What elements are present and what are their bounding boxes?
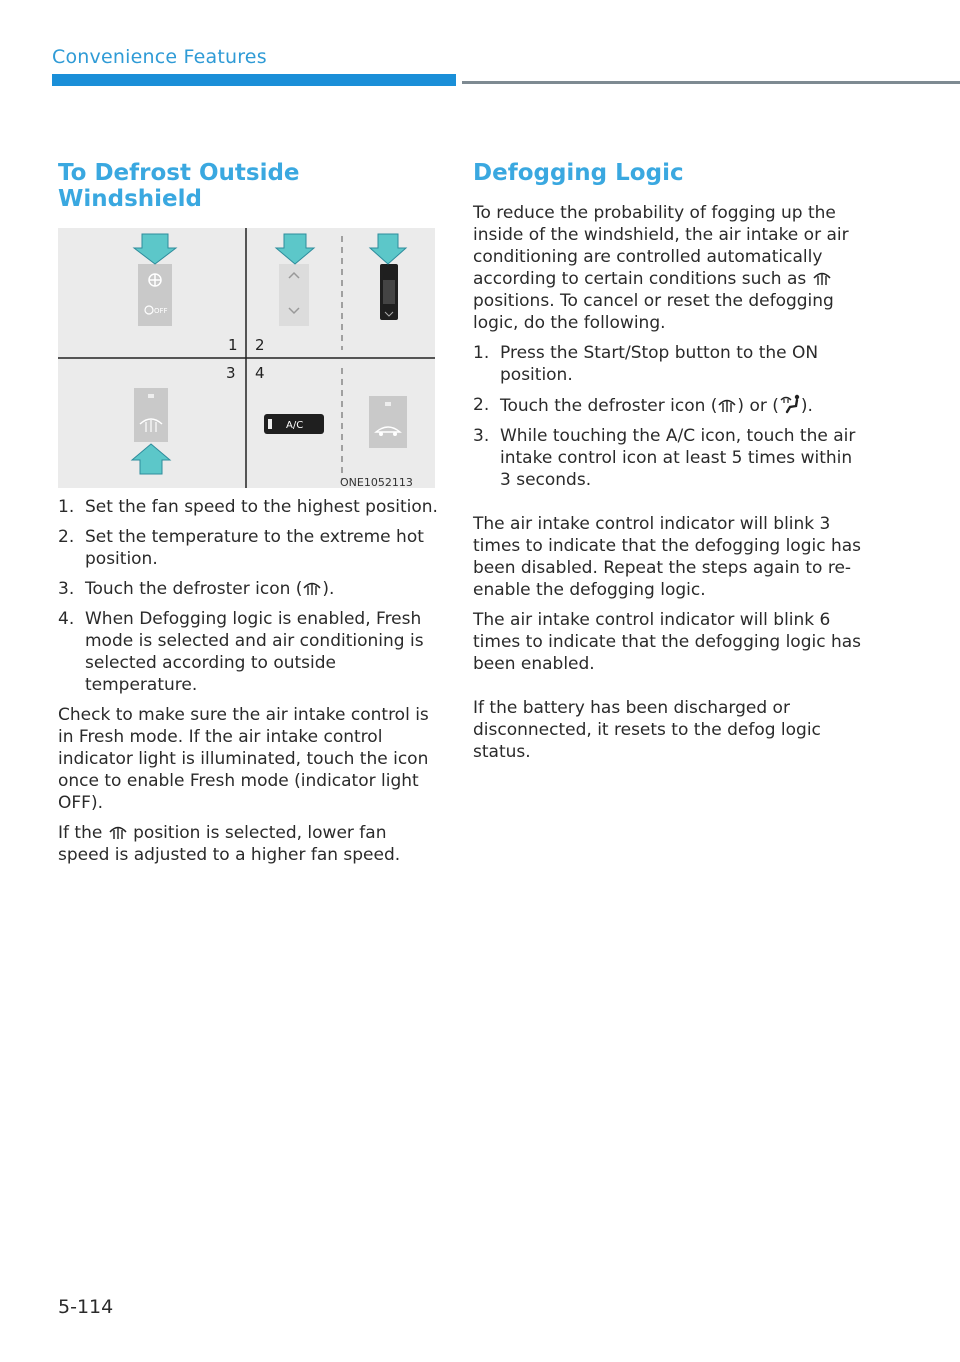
fan-speed-icon <box>138 264 172 326</box>
header-rule <box>462 81 960 84</box>
paragraph: The air intake control indicator will blink 6 times to indicate that the defogging logic has been enabled. <box>473 610 862 674</box>
list-item: 2. Set the temperature to the extreme hot position. <box>58 527 424 569</box>
defroster-icon <box>108 823 128 841</box>
paragraph: The air intake control indicator will blink 3 times to indicate that the defogging logic has been disabled. Repeat the steps again to re-enable the defogging logic. <box>473 514 862 600</box>
list-item: 4. When Defogging logic is enabled, Fresh mode is selected and air conditioning is selected according to outside temperature. <box>58 609 424 695</box>
figure-label-2: 2 <box>255 336 265 354</box>
paragraph: If the position is selected, lower fan speed is adjusted to a higher fan speed. <box>58 823 401 865</box>
defrost-floor-mode-icon <box>779 394 801 414</box>
right-column <box>473 160 863 771</box>
defogging-steps <box>473 342 863 491</box>
svg-text:A/C: A/C <box>286 420 304 431</box>
section-title: Convenience Features <box>52 46 267 68</box>
list-item: 1. Press the Start/Stop button to the ON position. <box>473 343 819 385</box>
paragraph: To reduce the probability of fogging up the inside of the windshield, the air intake or air conditioning are controlled automatically according to certain conditions such as positions. To cancel or reset the defogging logic, do the following. <box>473 203 849 333</box>
fan-slider-icon <box>380 264 398 320</box>
figure-code: ONE1052113 <box>340 476 413 488</box>
paragraph: If the battery has been discharged or disconnected, it resets to the defog logic status. <box>473 698 821 762</box>
list-item: 3. Touch the defroster icon ( ). <box>58 579 335 599</box>
header-accent-bar <box>52 74 456 86</box>
defroster-icon <box>302 579 322 597</box>
figure-label-3: 3 <box>226 364 236 382</box>
list-item: 3. While touching the A/C icon, touch the air intake control icon at least 5 times within 3 seconds. <box>473 426 856 490</box>
defroster-icon <box>717 396 737 414</box>
left-column <box>58 160 438 874</box>
ac-button-icon <box>264 414 324 434</box>
defroster-icon <box>134 388 168 442</box>
paragraph: Check to make sure the air intake control is in Fresh mode. If the air intake control indicator light is illuminated, touch the icon once to enable Fresh mode (indicator light OFF). <box>58 705 429 813</box>
control-panel-figure <box>58 228 435 488</box>
figure-label-1: 1 <box>228 336 238 354</box>
temperature-control-icon <box>279 264 309 326</box>
figure-label-4: 4 <box>255 364 265 382</box>
list-item: 2. Touch the defroster icon ( ) or ( ). <box>473 395 813 416</box>
list-item: 1. Set the fan speed to the highest position. <box>58 497 438 517</box>
control-panel-illustration <box>58 228 435 488</box>
defroster-icon <box>812 269 832 287</box>
air-intake-icon <box>369 396 407 448</box>
defrost-heading: To Defrost Outside Windshield <box>58 160 300 212</box>
svg-text:OFF: OFF <box>154 307 168 315</box>
page-number: 5-114 <box>58 1296 114 1318</box>
defrost-steps <box>58 496 438 696</box>
defogging-heading: Defogging Logic <box>473 160 684 186</box>
